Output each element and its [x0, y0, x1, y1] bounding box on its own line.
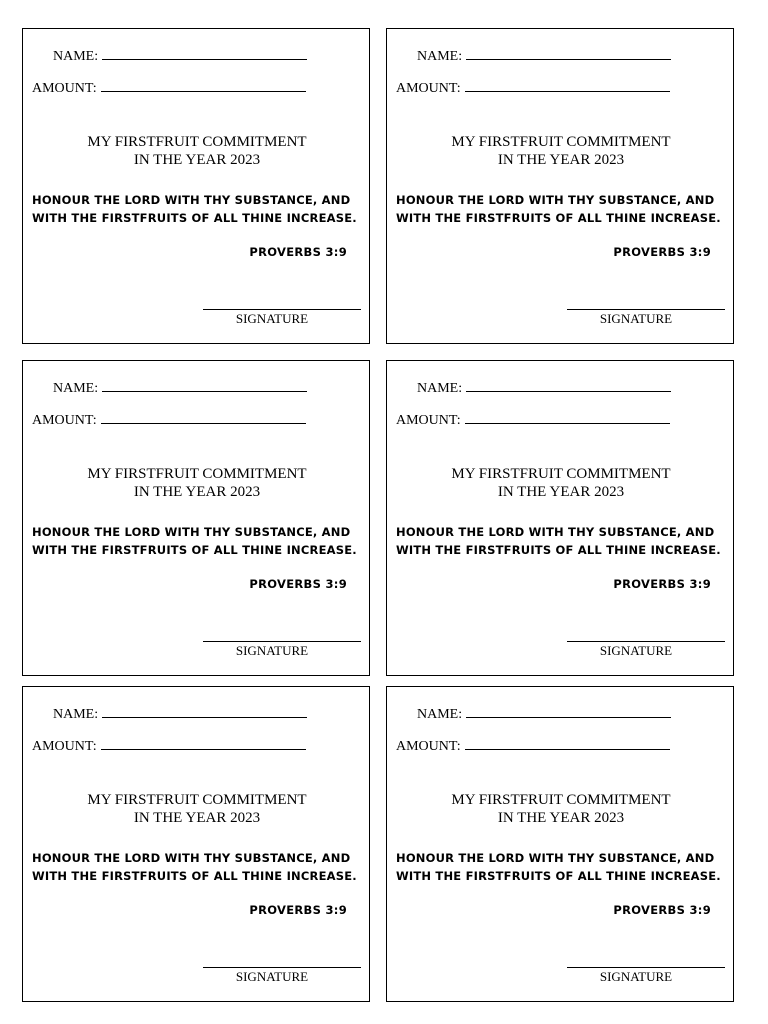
card-title [23, 133, 371, 169]
signature-line[interactable] [203, 967, 361, 968]
signature-label: SIGNATURE [235, 311, 309, 326]
name-field [53, 707, 307, 723]
amount-blank-line[interactable] [101, 748, 306, 750]
commitment-card [386, 686, 734, 1002]
signature-label: SIGNATURE [599, 969, 673, 984]
name-blank-line[interactable] [466, 716, 671, 718]
amount-label: AMOUNT: [32, 739, 97, 754]
name-label: NAME: [417, 707, 463, 722]
title-line-2: IN THE YEAR 2023 [133, 152, 261, 168]
title-line-1: MY FIRSTFRUIT COMMITMENT [87, 792, 307, 808]
name-label: NAME: [53, 49, 99, 64]
name-blank-line[interactable] [466, 58, 671, 60]
signature-label: SIGNATURE [235, 643, 309, 658]
amount-blank-line[interactable] [465, 422, 670, 424]
card-title [387, 791, 735, 827]
name-field [53, 49, 307, 65]
amount-blank-line[interactable] [465, 90, 670, 92]
amount-label: AMOUNT: [32, 413, 97, 428]
amount-label: AMOUNT: [32, 81, 97, 96]
signature-label: SIGNATURE [235, 969, 309, 984]
title-line-1: MY FIRSTFRUIT COMMITMENT [87, 466, 307, 482]
signature-label: SIGNATURE [599, 643, 673, 658]
title-line-2: IN THE YEAR 2023 [497, 152, 625, 168]
card-title [387, 133, 735, 169]
card-title [23, 791, 371, 827]
verse-text: HONOUR THE LORD WITH THY SUBSTANCE, AND WITH THE FIRSTFRUITS OF ALL THINE INCREASE. [32, 851, 357, 883]
commitment-card [386, 28, 734, 344]
verse-text: HONOUR THE LORD WITH THY SUBSTANCE, AND WITH THE FIRSTFRUITS OF ALL THINE INCREASE. [396, 193, 721, 225]
commitment-card [386, 360, 734, 676]
verse-reference: PROVERBS 3:9 [249, 245, 347, 259]
verse-reference: PROVERBS 3:9 [613, 245, 711, 259]
verse-text: HONOUR THE LORD WITH THY SUBSTANCE, AND WITH THE FIRSTFRUITS OF ALL THINE INCREASE. [396, 525, 721, 557]
amount-field [32, 739, 306, 755]
commitment-card [22, 686, 370, 1002]
title-line-2: IN THE YEAR 2023 [133, 484, 261, 500]
card-title [23, 465, 371, 501]
amount-label: AMOUNT: [396, 81, 461, 96]
name-field [53, 381, 307, 397]
name-label: NAME: [53, 707, 99, 722]
title-line-1: MY FIRSTFRUIT COMMITMENT [451, 466, 671, 482]
amount-blank-line[interactable] [101, 422, 306, 424]
name-blank-line[interactable] [102, 716, 307, 718]
name-blank-line[interactable] [102, 58, 307, 60]
verse-reference: PROVERBS 3:9 [249, 577, 347, 591]
verse-reference: PROVERBS 3:9 [249, 903, 347, 917]
amount-field [32, 413, 306, 429]
amount-label: AMOUNT: [396, 739, 461, 754]
signature-line[interactable] [567, 641, 725, 642]
amount-label: AMOUNT: [396, 413, 461, 428]
name-label: NAME: [417, 49, 463, 64]
title-line-2: IN THE YEAR 2023 [497, 810, 625, 826]
amount-field [396, 739, 670, 755]
name-blank-line[interactable] [466, 390, 671, 392]
signature-line[interactable] [203, 641, 361, 642]
title-line-1: MY FIRSTFRUIT COMMITMENT [451, 134, 671, 150]
title-line-1: MY FIRSTFRUIT COMMITMENT [87, 134, 307, 150]
amount-field [396, 81, 670, 97]
commitment-card [22, 360, 370, 676]
verse-text: HONOUR THE LORD WITH THY SUBSTANCE, AND WITH THE FIRSTFRUITS OF ALL THINE INCREASE. [396, 851, 721, 883]
amount-blank-line[interactable] [101, 90, 306, 92]
title-line-1: MY FIRSTFRUIT COMMITMENT [451, 792, 671, 808]
signature-line[interactable] [203, 309, 361, 310]
name-field [417, 381, 671, 397]
title-line-2: IN THE YEAR 2023 [497, 484, 625, 500]
name-label: NAME: [417, 381, 463, 396]
amount-field [32, 81, 306, 97]
signature-label: SIGNATURE [599, 311, 673, 326]
title-line-2: IN THE YEAR 2023 [133, 810, 261, 826]
commitment-card [22, 28, 370, 344]
card-title [387, 465, 735, 501]
signature-line[interactable] [567, 309, 725, 310]
name-label: NAME: [53, 381, 99, 396]
verse-text: HONOUR THE LORD WITH THY SUBSTANCE, AND WITH THE FIRSTFRUITS OF ALL THINE INCREASE. [32, 525, 357, 557]
name-field [417, 707, 671, 723]
verse-reference: PROVERBS 3:9 [613, 903, 711, 917]
amount-field [396, 413, 670, 429]
signature-line[interactable] [567, 967, 725, 968]
verse-reference: PROVERBS 3:9 [613, 577, 711, 591]
name-field [417, 49, 671, 65]
amount-blank-line[interactable] [465, 748, 670, 750]
verse-text: HONOUR THE LORD WITH THY SUBSTANCE, AND WITH THE FIRSTFRUITS OF ALL THINE INCREASE. [32, 193, 357, 225]
name-blank-line[interactable] [102, 390, 307, 392]
